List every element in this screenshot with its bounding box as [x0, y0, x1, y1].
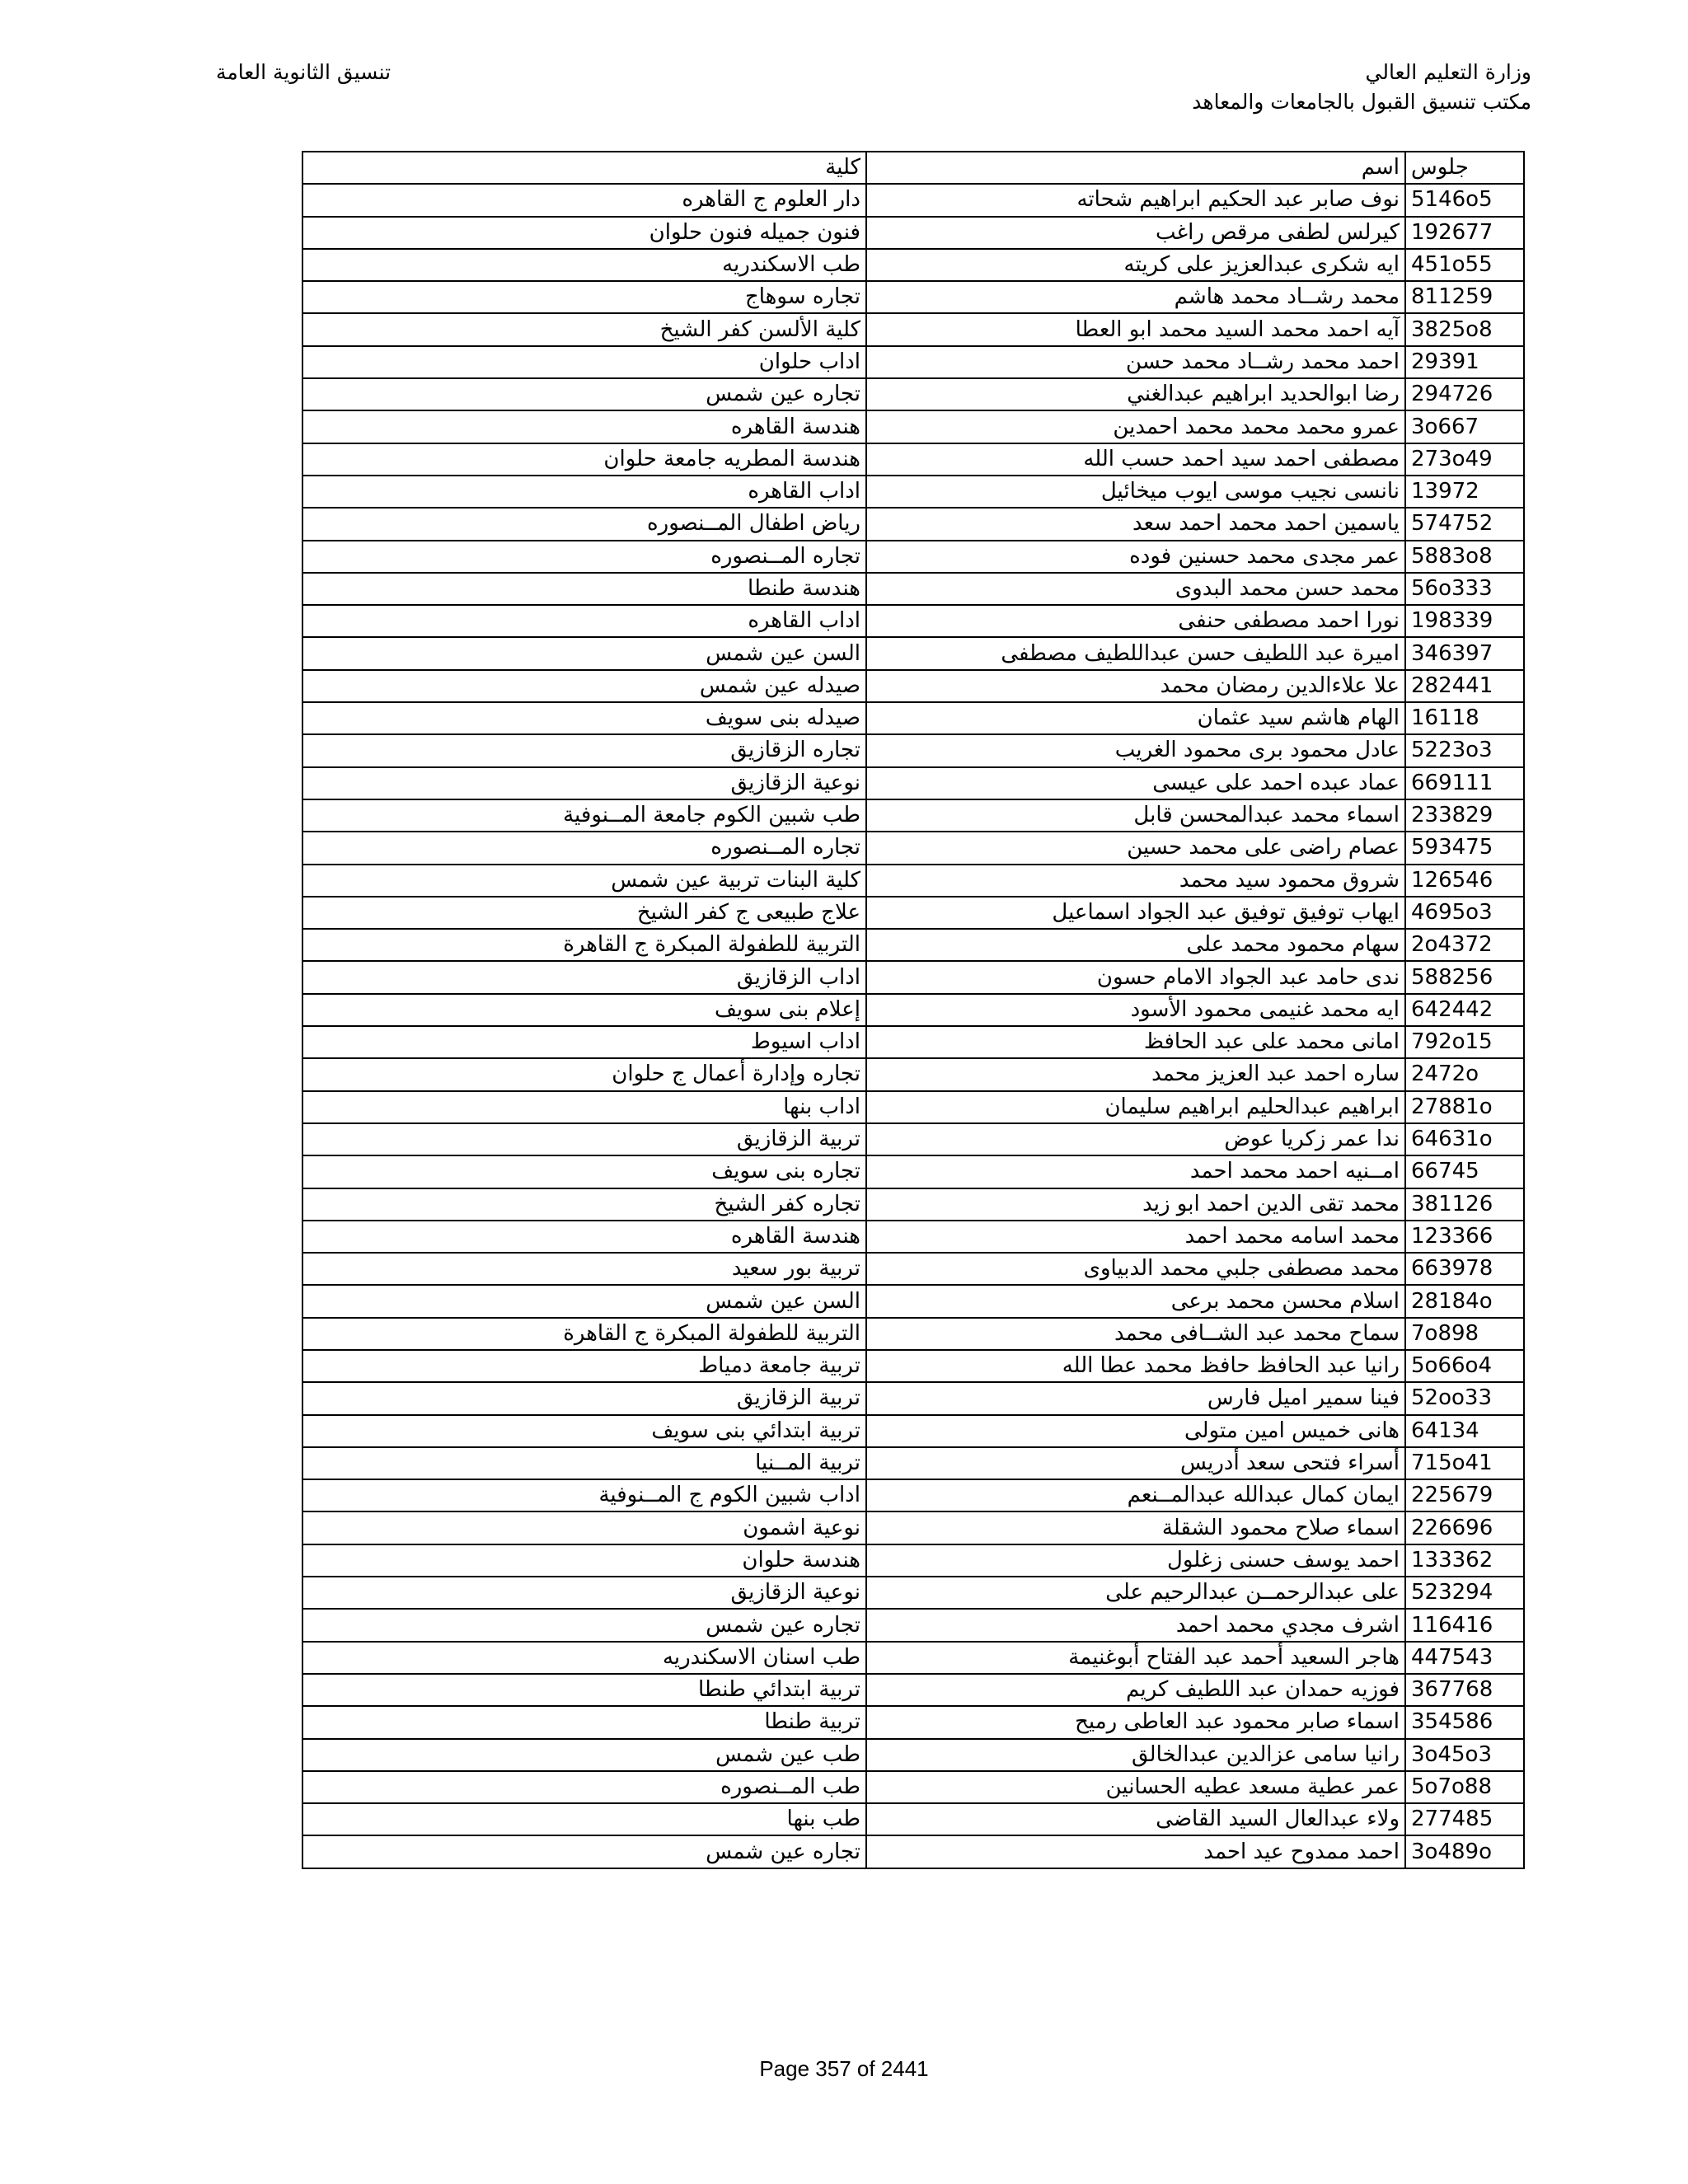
student-name-cell: عمر مجدى محمد حسنين فوده	[866, 541, 1405, 573]
student-name-cell: ايه محمد غنيمى محمود الأسود	[866, 994, 1405, 1026]
table-row	[302, 1350, 1524, 1382]
college-cell: اداب بنها	[302, 1091, 866, 1123]
college-cell: اداب حلوان	[302, 346, 866, 378]
office-title: مكتب تنسيق القبول بالجامعات والمعاهد	[1192, 90, 1531, 114]
student-name-cell: على عبدالرحمــن عبدالرحيم على	[866, 1577, 1405, 1609]
college-cell: فنون جميله فنون حلوان	[302, 217, 866, 249]
seat-number-cell: 52oo33	[1405, 1382, 1524, 1414]
seat-number-cell: 4695o3	[1405, 897, 1524, 929]
student-name-cell: اميرة عبد اللطيف حسن عبداللطيف مصطفى	[866, 637, 1405, 669]
college-cell: تربية الزقازيق	[302, 1382, 866, 1414]
seat-number-cell: 28184o	[1405, 1285, 1524, 1317]
seat-number-cell: 2o4372	[1405, 929, 1524, 961]
page-number: Page 357 of 2441	[759, 2056, 929, 2081]
table-row	[302, 378, 1524, 410]
seat-number-cell: 588256	[1405, 961, 1524, 993]
seat-number-cell: 277485	[1405, 1803, 1524, 1835]
table-row	[302, 1026, 1524, 1058]
student-name-cell: سهام محمود محمد على	[866, 929, 1405, 961]
student-name-cell: رانيا سامى عزالدين عبدالخالق	[866, 1739, 1405, 1771]
seat-number-cell: 642442	[1405, 994, 1524, 1026]
student-name-cell: هانى خميس امين متولى	[866, 1415, 1405, 1447]
table-row	[302, 605, 1524, 637]
table-row	[302, 410, 1524, 443]
table-row	[302, 1155, 1524, 1188]
student-name-cell: احمد يوسف حسنى زغلول	[866, 1544, 1405, 1577]
college-cell: السن عين شمس	[302, 637, 866, 669]
table-row	[302, 961, 1524, 993]
student-name-cell: هاجر السعيد أحمد عبد الفتاح أبوغنيمة	[866, 1642, 1405, 1674]
table-row	[302, 249, 1524, 281]
student-name-cell: سماح محمد عبد الشــافى محمد	[866, 1318, 1405, 1350]
table-row	[302, 508, 1524, 540]
table-row	[302, 1544, 1524, 1577]
student-name-cell: ايهاب توفيق توفيق عبد الجواد اسماعيل	[866, 897, 1405, 929]
student-name-cell: رانيا عبد الحافظ حافظ محمد عطا الله	[866, 1350, 1405, 1382]
table-row	[302, 897, 1524, 929]
table-row	[302, 1479, 1524, 1511]
seat-number-cell: 3825o8	[1405, 313, 1524, 345]
student-name-cell: عمرو محمد محمد محمد احمدين	[866, 410, 1405, 443]
table-row	[302, 1318, 1524, 1350]
seat-number-cell: 13972	[1405, 476, 1524, 508]
college-cell: رياض اطفال المــنصوره	[302, 508, 866, 540]
college-cell: تجاره المــنصوره	[302, 541, 866, 573]
college-cell: هندسة القاهره	[302, 1221, 866, 1253]
college-cell: تجاره المــنصوره	[302, 832, 866, 864]
student-name-cell: امــنيه احمد محمد احمد	[866, 1155, 1405, 1188]
seat-number-cell: 126546	[1405, 865, 1524, 897]
student-name-cell: شروق محمود سيد محمد	[866, 865, 1405, 897]
seat-number-cell: 64134	[1405, 1415, 1524, 1447]
seat-number-cell: 56o333	[1405, 573, 1524, 605]
seat-number-cell: 715o41	[1405, 1447, 1524, 1479]
table-row	[302, 443, 1524, 476]
student-name-cell: محمد رشــاد محمد هاشم	[866, 281, 1405, 313]
seat-number-cell: 669111	[1405, 767, 1524, 799]
table-row	[302, 702, 1524, 734]
student-name-cell: نورا احمد مصطفى حنفى	[866, 605, 1405, 637]
table-row	[302, 799, 1524, 832]
table-row	[302, 1415, 1524, 1447]
table-row	[302, 1511, 1524, 1544]
college-cell: نوعية اشمون	[302, 1511, 866, 1544]
student-name-cell: كيرلس لطفى مرقص راغب	[866, 217, 1405, 249]
student-name-cell: الهام هاشم سيد عثمان	[866, 702, 1405, 734]
table-row	[302, 573, 1524, 605]
college-cell: اداب القاهره	[302, 605, 866, 637]
seat-number-cell: 523294	[1405, 1577, 1524, 1609]
table-row	[302, 1221, 1524, 1253]
table-row	[302, 1447, 1524, 1479]
seat-number-cell: 346397	[1405, 637, 1524, 669]
table-row	[302, 929, 1524, 961]
seat-number-cell: 354586	[1405, 1706, 1524, 1738]
seat-number-cell: 792o15	[1405, 1026, 1524, 1058]
college-cell: صيدله عين شمس	[302, 670, 866, 702]
seat-number-cell: 116416	[1405, 1609, 1524, 1641]
seat-number-cell: 5o66o4	[1405, 1350, 1524, 1382]
student-name-cell: علا علاءالدين رمضان محمد	[866, 670, 1405, 702]
college-cell: تجاره عين شمس	[302, 1835, 866, 1868]
college-cell: دار العلوم ج القاهره	[302, 184, 866, 216]
student-name-cell: ساره احمد عبد العزيز محمد	[866, 1058, 1405, 1090]
seat-number-cell: 64631o	[1405, 1123, 1524, 1155]
student-name-cell: ولاء عبدالعال السيد القاضى	[866, 1803, 1405, 1835]
table-row	[302, 1803, 1524, 1835]
table-row	[302, 1577, 1524, 1609]
college-cell: طب شبين الكوم جامعة المــنوفية	[302, 799, 866, 832]
seat-number-cell: 2472o	[1405, 1058, 1524, 1090]
seat-number-cell: 593475	[1405, 832, 1524, 864]
column-header-name: اسم	[866, 152, 1405, 184]
table-row	[302, 1674, 1524, 1706]
table-row	[302, 1123, 1524, 1155]
seat-number-cell: 3o45o3	[1405, 1739, 1524, 1771]
student-name-cell: عمر عطية مسعد عطيه الحسانين	[866, 1771, 1405, 1803]
table-row	[302, 1771, 1524, 1803]
section-title: تنسيق الثانوية العامة	[216, 60, 392, 84]
college-cell: تجاره وإدارة أعمال ج حلوان	[302, 1058, 866, 1090]
student-name-cell: احمد محمد رشــاد محمد حسن	[866, 346, 1405, 378]
college-cell: اداب الزقازيق	[302, 961, 866, 993]
college-cell: طب الاسكندريه	[302, 249, 866, 281]
college-cell: اداب القاهره	[302, 476, 866, 508]
seat-number-cell: 5223o3	[1405, 734, 1524, 766]
seat-number-cell: 29391	[1405, 346, 1524, 378]
student-name-cell: اشرف مجدي محمد احمد	[866, 1609, 1405, 1641]
seat-number-cell: 226696	[1405, 1511, 1524, 1544]
college-cell: اداب شبين الكوم ج المــنوفية	[302, 1479, 866, 1511]
seat-number-cell: 3o667	[1405, 410, 1524, 443]
seat-number-cell: 233829	[1405, 799, 1524, 832]
seat-number-cell: 5146o5	[1405, 184, 1524, 216]
college-cell: تربية جامعة دمياط	[302, 1350, 866, 1382]
college-cell: علاج طبيعى ج كفر الشيخ	[302, 897, 866, 929]
college-cell: التربية للطفولة المبكرة ج القاهرة	[302, 929, 866, 961]
college-cell: طب عين شمس	[302, 1739, 866, 1771]
table-row	[302, 1739, 1524, 1771]
college-cell: هندسة طنطا	[302, 573, 866, 605]
student-name-cell: أسراء فتحى سعد أدريس	[866, 1447, 1405, 1479]
college-cell: تربية بور سعيد	[302, 1253, 866, 1285]
student-name-cell: نوف صابر عبد الحكيم ابراهيم شحاته	[866, 184, 1405, 216]
college-cell: صيدله بنى سويف	[302, 702, 866, 734]
seat-number-cell: 273o49	[1405, 443, 1524, 476]
college-cell: نوعية الزقازيق	[302, 767, 866, 799]
table-row	[302, 1058, 1524, 1090]
seat-number-cell: 133362	[1405, 1544, 1524, 1577]
table-row	[302, 865, 1524, 897]
college-cell: طب بنها	[302, 1803, 866, 1835]
student-name-cell: محمد اسامه محمد احمد	[866, 1221, 1405, 1253]
student-name-cell: عماد عبده احمد على عيسى	[866, 767, 1405, 799]
student-name-cell: فوزيه حمدان عبد اللطيف كريم	[866, 1674, 1405, 1706]
college-cell: التربية للطفولة المبكرة ج القاهرة	[302, 1318, 866, 1350]
seat-number-cell: 66745	[1405, 1155, 1524, 1188]
college-cell: تجاره الزقازيق	[302, 734, 866, 766]
college-cell: اداب اسيوط	[302, 1026, 866, 1058]
ministry-title: وزارة التعليم العالي	[1365, 60, 1531, 84]
seat-number-cell: 367768	[1405, 1674, 1524, 1706]
student-name-cell: آيه احمد محمد السيد محمد ابو العطا	[866, 313, 1405, 345]
results-table	[302, 151, 1525, 1869]
college-cell: كلية الألسن كفر الشيخ	[302, 313, 866, 345]
seat-number-cell: 3o489o	[1405, 1835, 1524, 1868]
student-name-cell: محمد حسن محمد البدوى	[866, 573, 1405, 605]
table-row	[302, 1706, 1524, 1738]
college-cell: إعلام بنى سويف	[302, 994, 866, 1026]
seat-number-cell: 451o55	[1405, 249, 1524, 281]
table-row	[302, 1642, 1524, 1674]
student-name-cell: ياسمين احمد محمد احمد سعد	[866, 508, 1405, 540]
college-cell: تربية ابتدائي طنطا	[302, 1674, 866, 1706]
table-row	[302, 1091, 1524, 1123]
student-name-cell: ندا عمر زكريا عوض	[866, 1123, 1405, 1155]
table-row	[302, 313, 1524, 345]
seat-number-cell: 225679	[1405, 1479, 1524, 1511]
seat-number-cell: 123366	[1405, 1221, 1524, 1253]
college-cell: تجاره عين شمس	[302, 378, 866, 410]
college-cell: تجاره كفر الشيخ	[302, 1188, 866, 1221]
table-row	[302, 184, 1524, 216]
seat-number-cell: 7o898	[1405, 1318, 1524, 1350]
student-name-cell: ندى حامد عبد الجواد الامام حسون	[866, 961, 1405, 993]
seat-number-cell: 574752	[1405, 508, 1524, 540]
table-row	[302, 994, 1524, 1026]
student-name-cell: اسماء محمد عبدالمحسن قابل	[866, 799, 1405, 832]
table-row	[302, 346, 1524, 378]
college-cell: السن عين شمس	[302, 1285, 866, 1317]
column-header-seat: جلوس	[1405, 152, 1524, 184]
student-name-cell: احمد ممدوح عيد احمد	[866, 1835, 1405, 1868]
college-cell: هندسة القاهره	[302, 410, 866, 443]
student-name-cell: اسماء صابر محمود عبد العاطى رميح	[866, 1706, 1405, 1738]
seat-number-cell: 381126	[1405, 1188, 1524, 1221]
column-header-college: كلية	[302, 152, 866, 184]
results-table-body	[302, 152, 1524, 1868]
seat-number-cell: 663978	[1405, 1253, 1524, 1285]
table-row	[302, 767, 1524, 799]
student-name-cell: ايمان كمال عبدالله عبدالمــنعم	[866, 1479, 1405, 1511]
seat-number-cell: 294726	[1405, 378, 1524, 410]
student-name-cell: ابراهيم عبدالحليم ابراهيم سليمان	[866, 1091, 1405, 1123]
student-name-cell: اسلام محسن محمد برعى	[866, 1285, 1405, 1317]
table-row	[302, 1609, 1524, 1641]
student-name-cell: اسماء صلاح محمود الشقلة	[866, 1511, 1405, 1544]
student-name-cell: عادل محمود برى محمود الغريب	[866, 734, 1405, 766]
college-cell: تربية المــنيا	[302, 1447, 866, 1479]
student-name-cell: عصام راضى على محمد حسين	[866, 832, 1405, 864]
table-row	[302, 832, 1524, 864]
college-cell: تجاره عين شمس	[302, 1609, 866, 1641]
table-row	[302, 281, 1524, 313]
seat-number-cell: 16118	[1405, 702, 1524, 734]
seat-number-cell: 198339	[1405, 605, 1524, 637]
table-header-row	[302, 152, 1524, 184]
college-cell: طب اسنان الاسكندريه	[302, 1642, 866, 1674]
college-cell: تربية ابتدائي بنى سويف	[302, 1415, 866, 1447]
table-row	[302, 217, 1524, 249]
page-header-right	[1192, 58, 1531, 117]
table-row	[302, 1285, 1524, 1317]
seat-number-cell: 811259	[1405, 281, 1524, 313]
table-row	[302, 476, 1524, 508]
college-cell: كلية البنات تربية عين شمس	[302, 865, 866, 897]
college-cell: نوعية الزقازيق	[302, 1577, 866, 1609]
student-name-cell: محمد مصطفى جلبي محمد الدبياوى	[866, 1253, 1405, 1285]
student-name-cell: مصطفى احمد سيد احمد حسب الله	[866, 443, 1405, 476]
table-row	[302, 637, 1524, 669]
student-name-cell: رضا ابوالحديد ابراهيم عبدالغني	[866, 378, 1405, 410]
seat-number-cell: 447543	[1405, 1642, 1524, 1674]
college-cell: هندسة حلوان	[302, 1544, 866, 1577]
table-row	[302, 1382, 1524, 1414]
student-name-cell: فينا سمير اميل فارس	[866, 1382, 1405, 1414]
student-name-cell: امانى محمد على عبد الحافظ	[866, 1026, 1405, 1058]
seat-number-cell: 5o7o88	[1405, 1771, 1524, 1803]
seat-number-cell: 5883o8	[1405, 541, 1524, 573]
college-cell: تربية الزقازيق	[302, 1123, 866, 1155]
student-name-cell: محمد تقى الدين احمد ابو زيد	[866, 1188, 1405, 1221]
table-row	[302, 670, 1524, 702]
student-name-cell: ايه شكرى عبدالعزيز على كريته	[866, 249, 1405, 281]
seat-number-cell: 282441	[1405, 670, 1524, 702]
student-name-cell: نانسى نجيب موسى ايوب ميخائيل	[866, 476, 1405, 508]
college-cell: تربية طنطا	[302, 1706, 866, 1738]
college-cell: تجاره سوهاج	[302, 281, 866, 313]
table-row	[302, 1253, 1524, 1285]
seat-number-cell: 192677	[1405, 217, 1524, 249]
table-row	[302, 1835, 1524, 1868]
college-cell: طب المــنصوره	[302, 1771, 866, 1803]
table-row	[302, 1188, 1524, 1221]
table-row	[302, 734, 1524, 766]
college-cell: تجاره بنى سويف	[302, 1155, 866, 1188]
seat-number-cell: 27881o	[1405, 1091, 1524, 1123]
college-cell: هندسة المطريه جامعة حلوان	[302, 443, 866, 476]
table-row	[302, 541, 1524, 573]
